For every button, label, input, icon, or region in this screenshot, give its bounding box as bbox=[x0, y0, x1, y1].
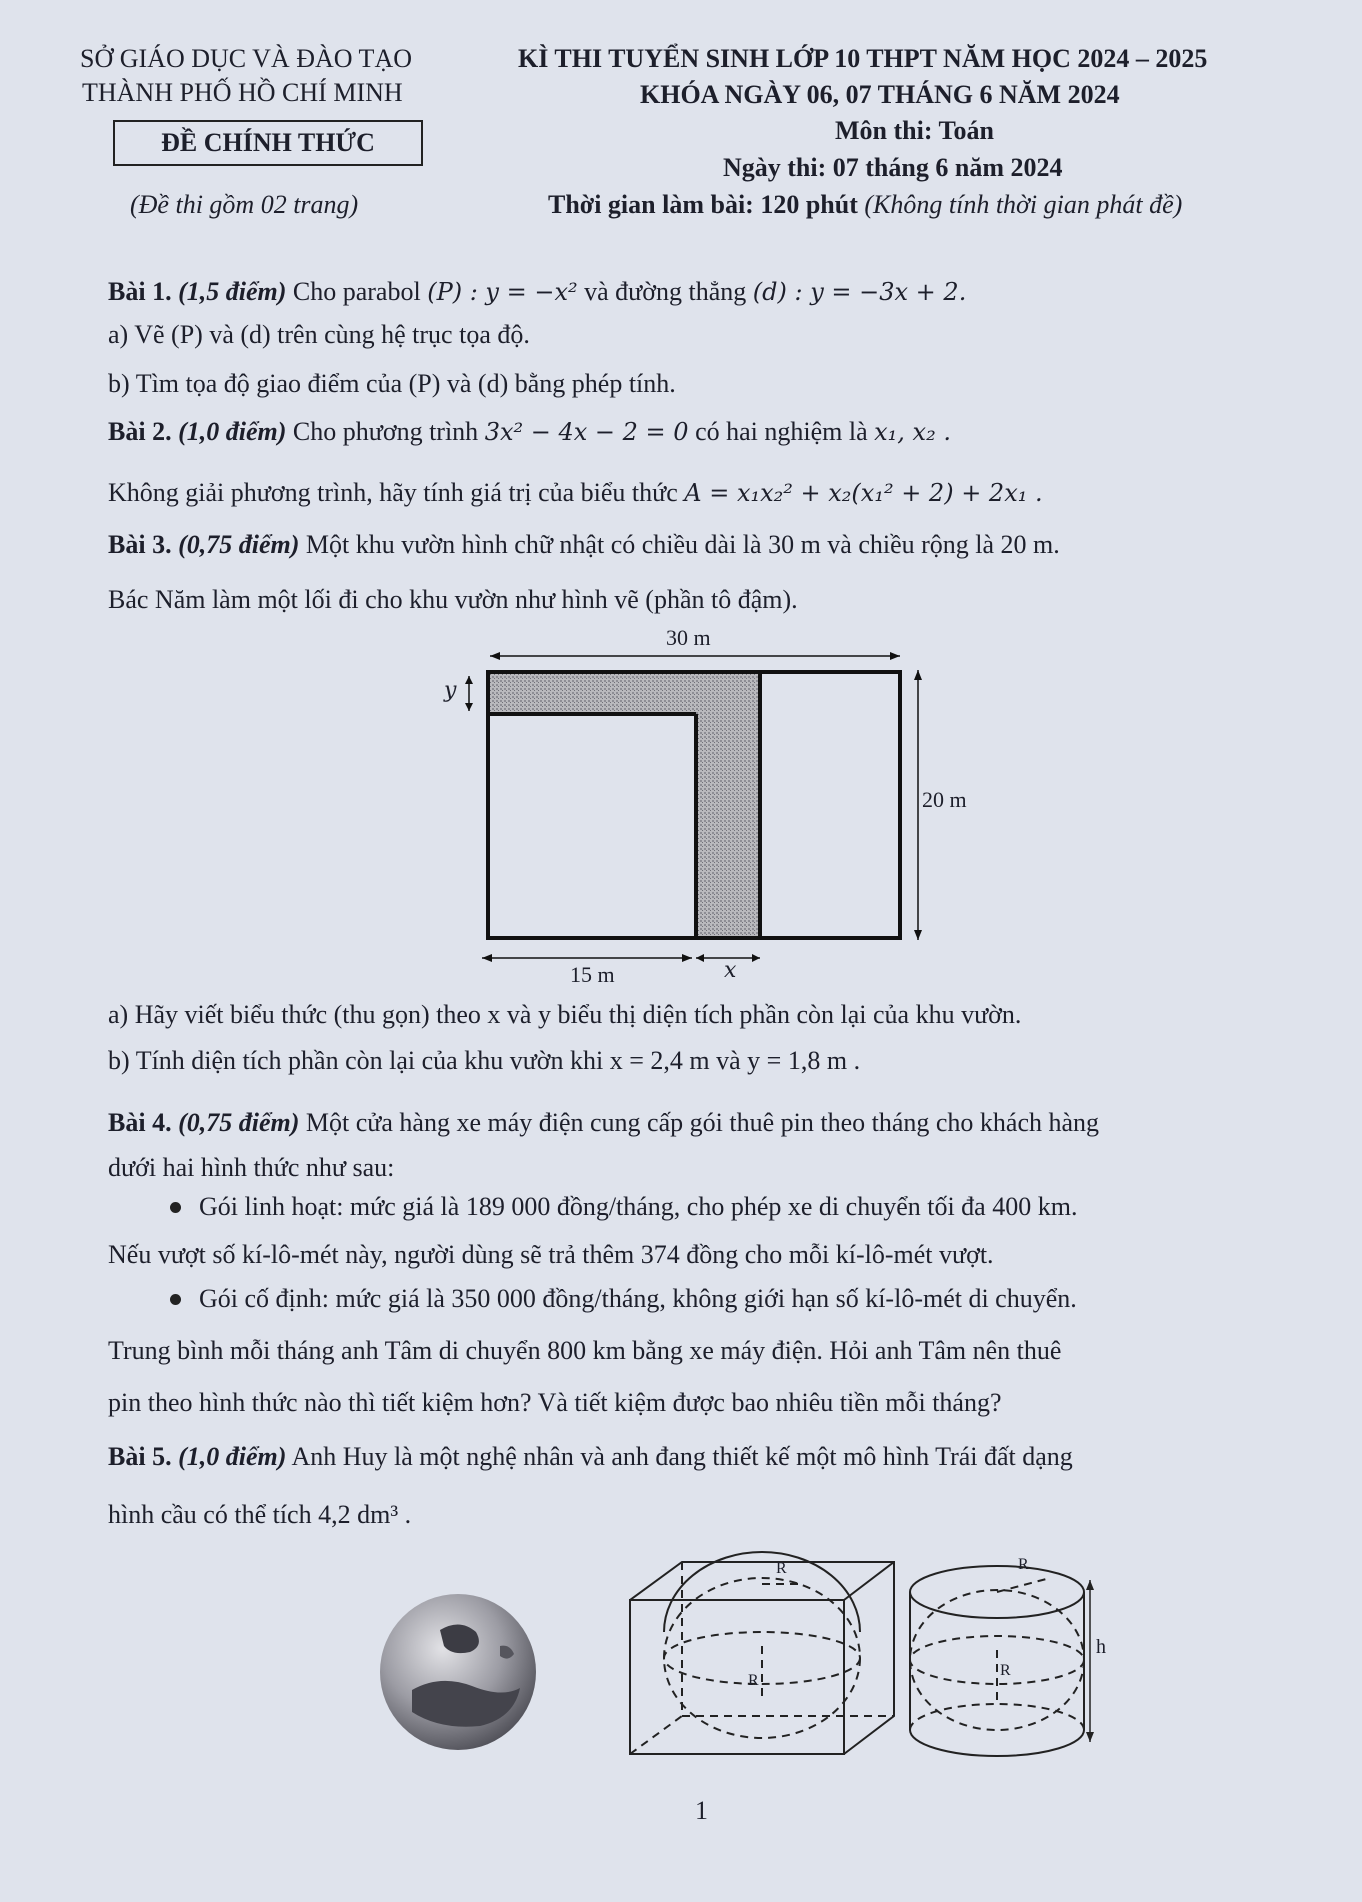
fig-label-30m: 30 m bbox=[666, 625, 711, 650]
cube-with-sphere bbox=[630, 1552, 894, 1754]
fig-label-y: y bbox=[444, 678, 457, 703]
bai1-b: b) Tìm tọa độ giao điểm của (P) và (d) bằng phép tính. bbox=[108, 369, 676, 398]
fig-label-h: h bbox=[1096, 1636, 1106, 1658]
pages-note: (Đề thi gồm 02 trang) bbox=[130, 190, 359, 219]
fig-label-R-cyl-top: R bbox=[1018, 1556, 1029, 1573]
bai4-bullet1: Gói linh hoạt: mức giá là 189 000 đồng/tháng, cho phép xe di chuyển tối đa 400 km. bbox=[170, 1192, 1077, 1222]
fig-label-R-cyl-center: R bbox=[1000, 1662, 1011, 1679]
bai2-line2: Không giải phương trình, hãy tính giá trị của biểu thức A = x₁x₂² + x₂(x₁² + 2) + 2x₁ . bbox=[108, 478, 1043, 507]
bai1-line: Bài 1. (1,5 điểm) Cho parabol (P) : y = −x² và đường thẳng (d) : y = −3x + 2. bbox=[108, 277, 967, 306]
bai4-line5: pin theo hình thức nào thì tiết kiệm hơn? Và tiết kiệm được bao nhiêu tiền mỗi tháng? bbox=[108, 1388, 1002, 1417]
fig-label-x: x bbox=[724, 958, 737, 983]
exam-subject: Môn thi: Toán bbox=[835, 116, 994, 145]
bai4-line2: dưới hai hình thức như sau: bbox=[108, 1153, 395, 1182]
bai3-b: b) Tính diện tích phần còn lại của khu vườn khi x = 2,4 m và y = 1,8 m . bbox=[108, 1046, 861, 1075]
bai2-line: Bài 2. (1,0 điểm) Cho phương trình 3x² − 4x − 2 = 0 có hai nghiệm là x₁, x₂ . bbox=[108, 417, 951, 446]
globe-image bbox=[380, 1594, 536, 1750]
bai3-line2: Bác Năm làm một lối đi cho khu vườn như hình vẽ (phần tô đậm). bbox=[108, 585, 798, 614]
bai1-a: a) Vẽ (P) và (d) trên cùng hệ trục tọa độ. bbox=[108, 320, 530, 349]
bai4-line4: Trung bình mỗi tháng anh Tâm di chuyển 800 km bằng xe máy điện. Hỏi anh Tâm nên thuê bbox=[108, 1336, 1062, 1365]
official-badge: ĐỀ CHÍNH THỨC bbox=[113, 120, 423, 166]
fig-label-R-cube-top: R bbox=[776, 1560, 787, 1577]
bai5-line2: hình cầu có thể tích 4,2 dm³ . bbox=[108, 1500, 412, 1529]
bai4-line: Bài 4. (0,75 điểm) Một cửa hàng xe máy điện cung cấp gói thuê pin theo tháng cho khách hàng bbox=[108, 1108, 1100, 1137]
exam-session: KHÓA NGÀY 06, 07 THÁNG 6 NĂM 2024 bbox=[640, 80, 1120, 109]
bai5-line: Bài 5. (1,0 điểm) Anh Huy là một nghệ nhân và anh đang thiết kế một mô hình Trái đất dạng bbox=[108, 1442, 1073, 1471]
exam-time: Thời gian làm bài: 120 phút (Không tính thời gian phát đề) bbox=[548, 190, 1183, 219]
dept-line1: SỞ GIÁO DỤC VÀ ĐÀO TẠO bbox=[80, 44, 412, 73]
fig-label-R-cube-center: R bbox=[748, 1672, 759, 1689]
page-number: 1 bbox=[695, 1796, 708, 1825]
exam-date: Ngày thi: 07 tháng 6 năm 2024 bbox=[723, 153, 1063, 182]
bai3-line: Bài 3. (0,75 điểm) Một khu vườn hình chữ nhật có chiều dài là 30 m và chiều rộng là 20 m. bbox=[108, 530, 1060, 559]
fig-label-15m: 15 m bbox=[570, 962, 615, 987]
exam-title: KÌ THI TUYỂN SINH LỚP 10 THPT NĂM HỌC 2024 – 2025 bbox=[518, 44, 1208, 73]
dept-line2: THÀNH PHỐ HỒ CHÍ MINH bbox=[82, 78, 403, 107]
bai4-line3: Nếu vượt số kí-lô-mét này, người dùng sẽ trả thêm 374 đồng cho mỗi kí-lô-mét vượt. bbox=[108, 1240, 994, 1269]
bai3-a: a) Hãy viết biểu thức (thu gọn) theo x và y biểu thị diện tích phần còn lại của khu vườn. bbox=[108, 1000, 1022, 1029]
fig-label-20m: 20 m bbox=[922, 787, 967, 812]
bai4-bullet2: Gói cố định: mức giá là 350 000 đồng/tháng, không giới hạn số kí-lô-mét di chuyển. bbox=[170, 1284, 1077, 1314]
cylinder-with-sphere bbox=[910, 1566, 1094, 1756]
